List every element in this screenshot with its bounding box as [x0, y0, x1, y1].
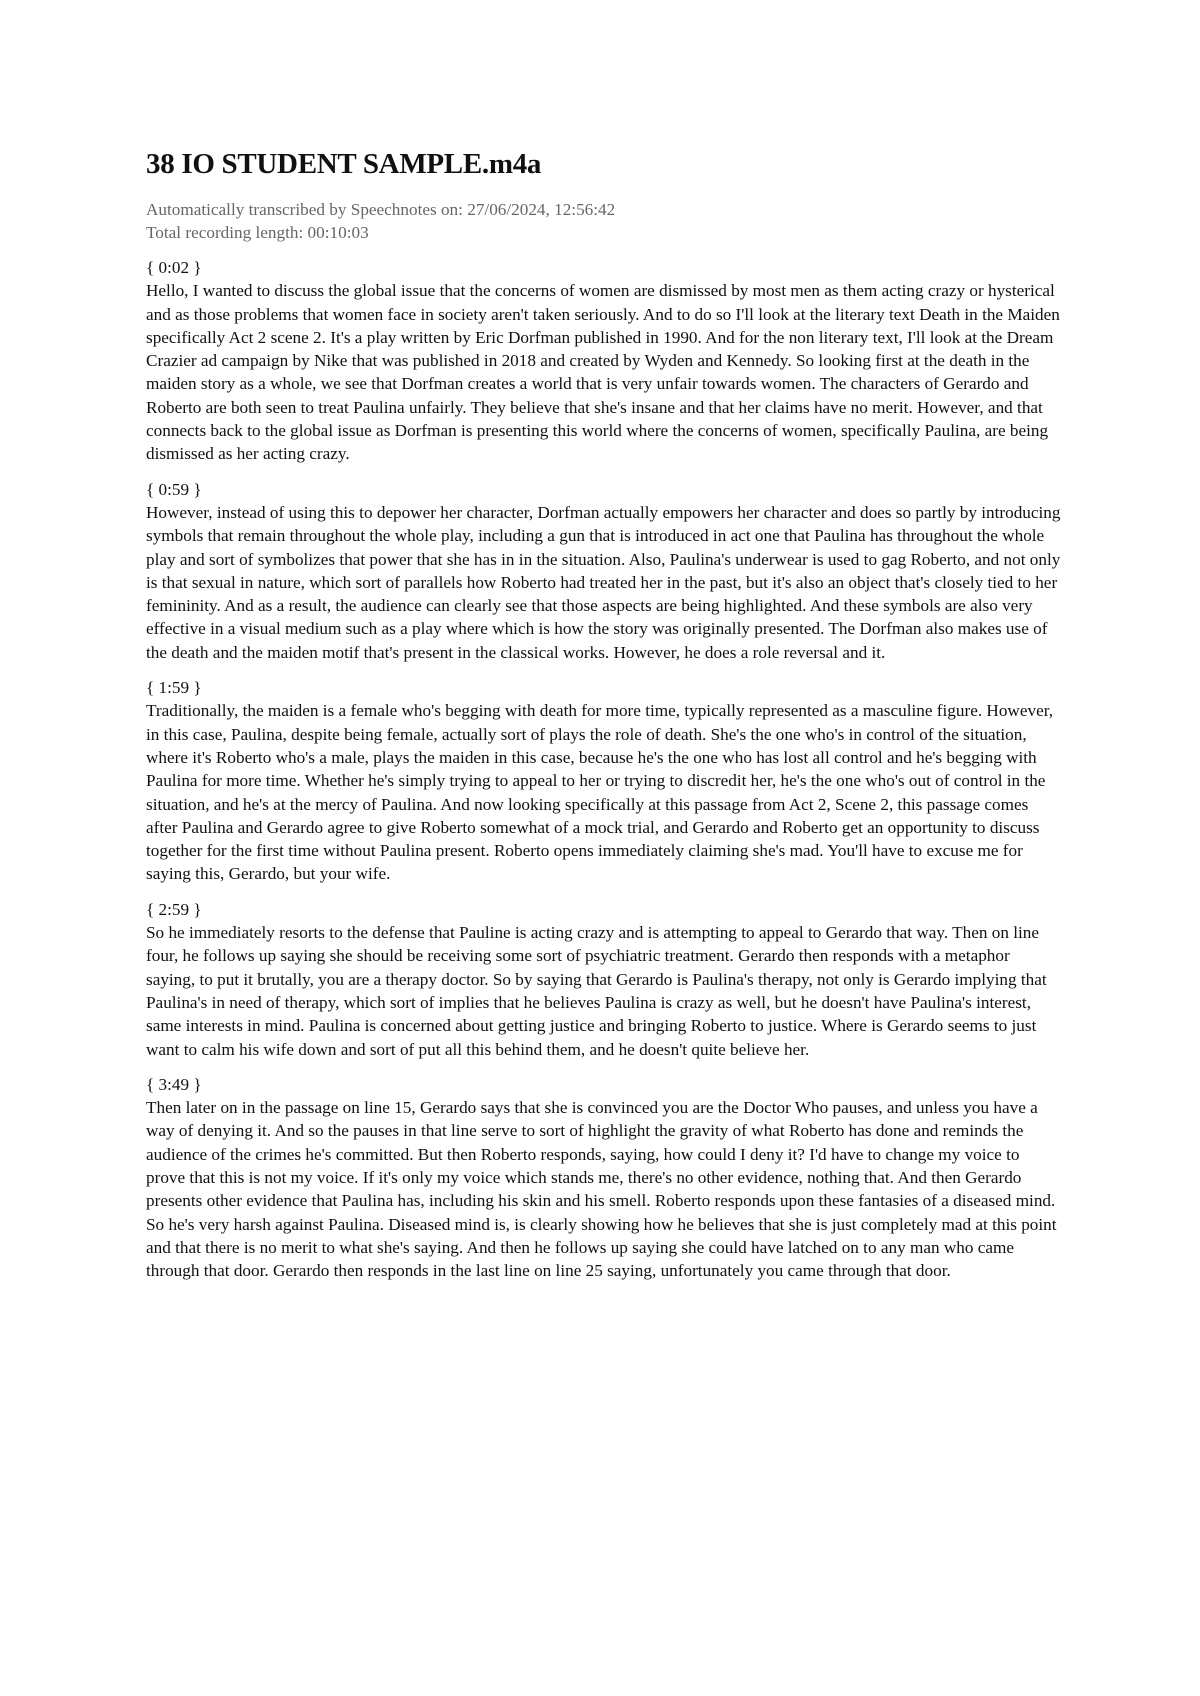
segment-text: Hello, I wanted to discuss the global issue that the concerns of women are dismissed by most men as them acting crazy or hysterical and as those problems that women face in society aren't taken seriously. And to do so I'll look at the literary text Death in the Maiden specifically Act 2 scene 2. It's a play written by Eric Dorfman published in 1990. And for the non literary text, I'll look at the Dream Crazier ad campaign by Nike that was published in 2018 and created by Wyden and Kennedy. So looking first at the death in the maiden story as a whole, we see that Dorfman creates a world that is very unfair towards women. The characters of Gerardo and Roberto are both seen to treat Paulina unfairly. They believe that she's insane and that her claims have no merit. However, and that connects back to the global issue as Dorfman is presenting this world where the concerns of women, specifically Paulina, are being dismissed as her acting crazy. [146, 281, 1060, 464]
segment-text: Traditionally, the maiden is a female who's begging with death for more time, typically represented as a masculine figure. However, in this case, Paulina, despite being female, actually sort of plays the role of death. She's the one who's in control of the situation, where it's Roberto who's a male, plays the maiden in this case, because he's the one who has lost all control and he's begging with Paulina for more time. Whether he's simply trying to appeal to her or trying to discredit her, he's the one who's out of control in the situation, and he's at the mercy of Paulina. And now looking specifically at this passage from Act 2, Scene 2, this passage comes after Paulina and Gerardo agree to give Roberto somewhat of a mock trial, and Gerardo and Roberto get an opportunity to discuss together for the first time without Paulina present. Roberto opens immediately claiming she's mad. You'll have to excuse me for saying this, Gerardo, but your wife. [146, 701, 1054, 884]
transcribed-by-line: Automatically transcribed by Speechnotes on: 27/06/2024, 12:56:42 [146, 200, 616, 219]
segment-timestamp: { 1:59 } [146, 678, 202, 698]
recording-length-line: Total recording length: 00:10:03 [146, 223, 369, 242]
transcript-segment [146, 676, 1061, 886]
document-page [146, 146, 1061, 1294]
document-title: 38 IO STUDENT SAMPLE.m4a [146, 148, 542, 180]
segment-timestamp: { 2:59 } [146, 899, 202, 919]
transcription-meta [146, 198, 1061, 244]
segment-timestamp: { 0:59 } [146, 479, 202, 499]
transcript-segment [146, 256, 1061, 466]
segment-text: However, instead of using this to depower her character, Dorfman actually empowers her character and does so partly by introducing symbols that remain throughout the whole play, including a gun that is introduced in act one that Paulina has throughout the whole play and sort of symbolizes that power that she has in in the situation. Also, Paulina's underwear is used to gag Roberto, and not only is that sexual in nature, which sort of parallels how Roberto had treated her in the past, but it's also an object that's closely tied to her femininity. And as a result, the audience can clearly see that those aspects are being highlighted. And these symbols are also very effective in a visual medium such as a play where which is how the story was originally presented. The Dorfman also makes use of the death and the maiden motif that's present in the classical works. However, he does a role reversal and it. [146, 502, 1061, 662]
transcript-segment [146, 898, 1061, 1061]
segment-timestamp: { 0:02 } [146, 258, 202, 277]
segment-timestamp: { 3:49 } [146, 1074, 202, 1094]
segment-text: So he immediately resorts to the defense that Pauline is acting crazy and is attempting to appeal to Gerardo that way. Then on line four, he follows up saying she should be receiving some sort of psychiatric treatment. Gerardo then responds with a metaphor saying, to put it brutally, you are a therapy doctor. So by saying that Gerardo is Paulina's therapy, not only is Gerardo implying that Paulina's in need of therapy, which sort of implies that he believes Paulina is crazy as well, but he doesn't have Paulina's interest, same interests in mind. Paulina is concerned about getting justice and bringing Roberto to justice. Where is Gerardo seems to just want to calm his wife down and sort of put all this behind them, and he doesn't quite believe her. [146, 923, 1047, 1059]
transcript-segment [146, 478, 1061, 664]
transcript-segment [146, 1073, 1061, 1283]
segment-text: Then later on in the passage on line 15, Gerardo says that she is convinced you are the Doctor Who pauses, and unless you have a way of denying it. And so the pauses in that line serve to sort of highlight the gravity of what Roberto has done and reminds the audience of the crimes he's committed. But then Roberto responds, saying, how could I deny it? I'd have to change my voice to prove that this is not my voice. If it's only my voice which stands me, there's no other evidence, nothing that. And then Gerardo presents other evidence that Paulina has, including his skin and his smell. Roberto responds upon these fantasies of a diseased mind. So he's very harsh against Paulina. Diseased mind is, is clearly showing how he believes that she is just completely mad at this point and that there is no merit to what she's saying. And then he follows up saying she could have latched on to any man who came through that door. Gerardo then responds in the last line on line 25 saying, unfortunately you came through that door. [146, 1098, 1057, 1281]
